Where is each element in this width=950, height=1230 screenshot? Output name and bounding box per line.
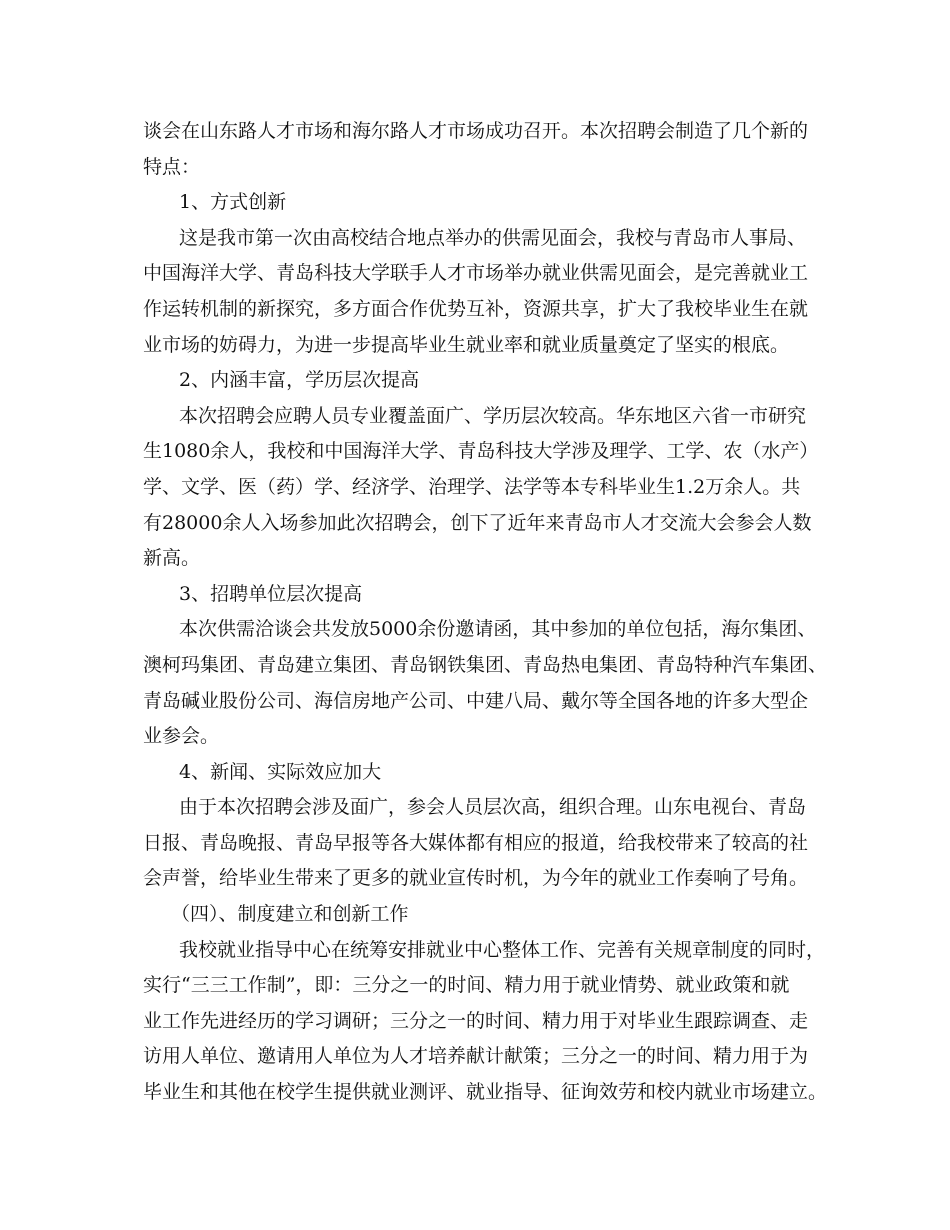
text-line: 特点： bbox=[143, 155, 201, 178]
text-line: 澳柯玛集团、青岛建立集团、青岛钢铁集团、青岛热电集团、青岛特种汽车集团、 bbox=[143, 653, 828, 676]
text-line: 本次供需洽谈会共发放5000余份邀请函，其中参加的单位包括，海尔集团、 bbox=[179, 618, 817, 641]
text-line: 谈会在山东路人才市场和海尔路人才市场成功召开。本次招聘会制造了几个新的 bbox=[143, 120, 809, 142]
text-line: 我校就业指导中心在统筹安排就业中心整体工作、完善有关规章制度的同时， bbox=[179, 938, 826, 961]
text-line: 1、方式创新 bbox=[179, 191, 287, 214]
document-body bbox=[143, 114, 828, 1111]
text-line: （四）、制度建立和创新工作 bbox=[171, 903, 409, 926]
text-line: 会声誉，给毕业生带来了更多的就业宣传时机，为今年的就业工作奏响了号角。 bbox=[143, 867, 809, 890]
text-line: 本次招聘会应聘人员专业覆盖面广、学历层次较高。华东地区六省一市研究 bbox=[179, 404, 807, 427]
text-line: 作运转机制的新探究，多方面合作优势互补，资源共享，扩大了我校毕业生在就 bbox=[143, 297, 809, 320]
text-line: 日报、青岛晚报、青岛早报等各大媒体都有相应的报道，给我校带来了较高的社 bbox=[143, 831, 809, 854]
text-line: 新高。 bbox=[143, 547, 201, 570]
text-line: 学、文学、医（药）学、经济学、治理学、法学等本专科毕业生1.2万余人。共 bbox=[143, 475, 801, 498]
text-line: 生1080余人，我校和中国海洋大学、青岛科技大学涉及理学、工学、农（水产） bbox=[143, 440, 819, 463]
text-line: 青岛碱业股份公司、海信房地产公司、中建八局、戴尔等全国各地的许多大型企 bbox=[143, 689, 809, 712]
text-line: 毕业生和其他在校学生提供就业测评、就业指导、征询效劳和校内就业市场建立。 bbox=[143, 1081, 828, 1104]
text-line: 这是我市第一次由高校结合地点举办的供需见面会，我校与青岛市人事局、 bbox=[179, 226, 807, 249]
text-line: 中国海洋大学、青岛科技大学联手人才市场举办就业供需见面会，是完善就业工 bbox=[143, 262, 809, 285]
text-line: 业工作先进经历的学习调研；三分之一的时间、精力用于对毕业生跟踪调查、走 bbox=[143, 1009, 809, 1032]
text-line: 由于本次招聘会涉及面广，参会人员层次高，组织合理。山东电视台、青岛 bbox=[179, 796, 807, 819]
text-line: 2、内涵丰富，学历层次提高 bbox=[179, 369, 420, 392]
text-line: 4、新闻、实际效应加大 bbox=[179, 760, 382, 783]
text-line: 3、招聘单位层次提高 bbox=[179, 582, 363, 605]
text-line: 业参会。 bbox=[143, 725, 220, 748]
text-line: 业市场的妨碍力，为进一步提高毕业生就业率和就业质量奠定了坚实的根底。 bbox=[143, 333, 790, 356]
text-line: 有28000余人入场参加此次招聘会，创下了近年来青岛市人才交流大会参会人数 bbox=[143, 511, 812, 534]
text-line: 访用人单位、邀请用人单位为人才培养献计献策；三分之一的时间、精力用于为 bbox=[143, 1045, 809, 1068]
text-line: 实行“三三工作制”，即：三分之一的时间、精力用于就业情势、就业政策和就 bbox=[143, 974, 790, 997]
